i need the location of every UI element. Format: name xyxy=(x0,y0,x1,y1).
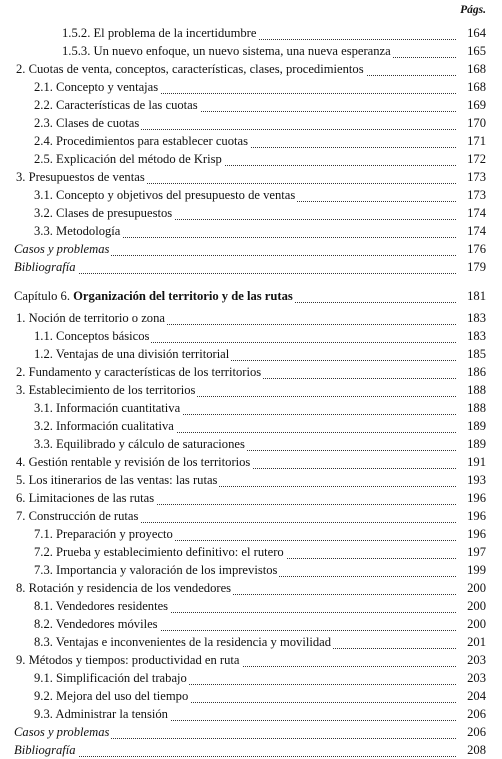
page-number: 183 xyxy=(458,327,486,345)
toc-entry xyxy=(0,399,502,417)
toc-entry xyxy=(0,186,502,204)
toc-entry-label: 8.2. Vendedores móviles xyxy=(34,617,158,631)
toc-entry xyxy=(0,561,502,579)
page-number: 203 xyxy=(458,669,486,687)
page-number: 196 xyxy=(458,507,486,525)
toc-entry xyxy=(0,132,502,150)
chapter-title: Organización del territorio y de las rutas xyxy=(73,289,293,303)
toc-entry-label: 4. Gestión rentable y revisión de los territorios xyxy=(16,455,251,469)
dot-leader xyxy=(22,755,456,757)
page-number: 168 xyxy=(458,60,486,78)
toc-entry-label: 1.1. Conceptos básicos xyxy=(34,329,150,343)
toc-entry-label: 9.1. Simplificación del trabajo xyxy=(34,671,187,685)
page-number: 170 xyxy=(458,114,486,132)
toc-entry-label: Bibliografía xyxy=(14,260,76,274)
page-number: 174 xyxy=(458,204,486,222)
toc-entry-label: 2. Fundamento y características de los territorios xyxy=(16,365,262,379)
toc-entry xyxy=(0,687,502,705)
toc-entry-label: 8. Rotación y residencia de los vendedores xyxy=(16,581,232,595)
toc-entry xyxy=(0,150,502,168)
toc-entry-label: 1.2. Ventajas de una división territorial xyxy=(34,347,230,361)
page-number: 206 xyxy=(458,723,486,741)
toc-entry xyxy=(0,723,502,741)
toc-entry xyxy=(0,327,502,345)
toc-entry-label: 3.2. Clases de presupuestos xyxy=(34,206,173,220)
toc-entry xyxy=(0,597,502,615)
page-number: 172 xyxy=(458,150,486,168)
page-number: 164 xyxy=(458,24,486,42)
toc-entry-label: 9. Métodos y tiempos: productividad en ruta xyxy=(16,653,240,667)
page-number: 181 xyxy=(458,287,486,305)
toc-entry xyxy=(0,633,502,651)
toc-entry-label: 3.3. Metodología xyxy=(34,224,121,238)
page-number: 196 xyxy=(458,489,486,507)
chapter-heading xyxy=(0,287,502,305)
toc-entry xyxy=(0,114,502,132)
toc-entry-label: 3.1. Información cuantitativa xyxy=(34,401,181,415)
toc-entry xyxy=(0,471,502,489)
toc-entry-label: 9.2. Mejora del uso del tiempo xyxy=(34,689,189,703)
toc-entry xyxy=(0,24,502,42)
toc-entry xyxy=(0,168,502,186)
toc-entry xyxy=(0,240,502,258)
page-number: 171 xyxy=(458,132,486,150)
toc-entry-label: 3. Establecimiento de los territorios xyxy=(16,383,196,397)
toc-entry-label: 8.3. Ventajas e inconvenientes de la residencia y movilidad xyxy=(34,635,332,649)
page-number: 200 xyxy=(458,615,486,633)
toc-entry-label: 2.2. Características de las cuotas xyxy=(34,98,198,112)
toc-entry-label: 1.5.2. El problema de la incertidumbre xyxy=(62,26,257,40)
toc-entry xyxy=(0,543,502,561)
toc-entry-label: 8.1. Vendedores residentes xyxy=(34,599,169,613)
toc-entry xyxy=(0,579,502,597)
page-number: 174 xyxy=(458,222,486,240)
pages-column-heading: Págs. xyxy=(460,4,486,16)
page-number: 169 xyxy=(458,96,486,114)
toc-entry-label: 2.4. Procedimientos para establecer cuotas xyxy=(34,134,249,148)
page-number: 193 xyxy=(458,471,486,489)
toc-entry xyxy=(0,42,502,60)
page-number: 165 xyxy=(458,42,486,60)
toc-entry xyxy=(0,741,502,759)
page-number: 201 xyxy=(458,633,486,651)
page-number: 197 xyxy=(458,543,486,561)
page-number: 206 xyxy=(458,705,486,723)
toc-entry-label: 2. Cuotas de venta, conceptos, características, clases, procedimientos xyxy=(16,62,364,76)
toc-entry-label: 2.5. Explicación del método de Krisp xyxy=(34,152,222,166)
toc-entry-label: 3. Presupuestos de ventas xyxy=(16,170,145,184)
toc-entry-label: Capítulo 6. Organización del territorio y de las rutas xyxy=(14,289,293,303)
toc-entry xyxy=(0,651,502,669)
page-number: 204 xyxy=(458,687,486,705)
page-number: 173 xyxy=(458,186,486,204)
toc-entry xyxy=(0,78,502,96)
toc-entry-label: 5. Los itinerarios de las ventas: las rutas xyxy=(16,473,218,487)
page-number: 199 xyxy=(458,561,486,579)
toc-entry xyxy=(0,309,502,327)
toc-entry-label: 7.2. Prueba y establecimiento definitivo: el rutero xyxy=(34,545,284,559)
toc-entry-label: Bibliografía xyxy=(14,743,76,757)
toc-entry xyxy=(0,615,502,633)
toc-entry-label: 2.3. Clases de cuotas xyxy=(34,116,140,130)
toc-entry xyxy=(0,381,502,399)
toc-entry xyxy=(0,345,502,363)
page-number: 208 xyxy=(458,741,486,759)
page-number: 200 xyxy=(458,579,486,597)
toc-entry xyxy=(0,507,502,525)
toc-entry xyxy=(0,96,502,114)
toc-entry-label: Casos y problemas xyxy=(14,725,110,739)
toc-entry-label: 7. Construcción de rutas xyxy=(16,509,139,523)
toc-entry-label: Casos y problemas xyxy=(14,242,110,256)
toc-entry-label: 9.3. Administrar la tensión xyxy=(34,707,168,721)
page-number: 189 xyxy=(458,435,486,453)
dot-leader xyxy=(22,272,456,274)
toc-entry-label: 3.1. Concepto y objetivos del presupuesto de ventas xyxy=(34,188,296,202)
toc-entry xyxy=(0,525,502,543)
toc-entry-label: 3.3. Equilibrado y cálculo de saturaciones xyxy=(34,437,245,451)
toc-entry xyxy=(0,417,502,435)
page-number: 168 xyxy=(458,78,486,96)
page-number: 191 xyxy=(458,453,486,471)
toc-entry-label: 7.1. Preparación y proyecto xyxy=(34,527,173,541)
page-number: 183 xyxy=(458,309,486,327)
page-number: 186 xyxy=(458,363,486,381)
page-number: 196 xyxy=(458,525,486,543)
page-number: 188 xyxy=(458,399,486,417)
toc-entry xyxy=(0,489,502,507)
toc-entry xyxy=(0,705,502,723)
page-number: 176 xyxy=(458,240,486,258)
toc-entry xyxy=(0,453,502,471)
toc-entry xyxy=(0,204,502,222)
toc-entry xyxy=(0,435,502,453)
toc-entry-label: 2.1. Concepto y ventajas xyxy=(34,80,159,94)
page-number: 200 xyxy=(458,597,486,615)
toc-entry-label: 7.3. Importancia y valoración de los imprevistos xyxy=(34,563,278,577)
toc-entry xyxy=(0,363,502,381)
toc-entry-label: 6. Limitaciones de las rutas xyxy=(16,491,155,505)
page-number: 189 xyxy=(458,417,486,435)
toc-entry xyxy=(0,60,502,78)
toc-entry-label: 1. Noción de territorio o zona xyxy=(16,311,165,325)
toc-entry xyxy=(0,222,502,240)
page-number: 173 xyxy=(458,168,486,186)
toc-entry-label: 1.5.3. Un nuevo enfoque, un nuevo sistema, una nueva esperanza xyxy=(62,44,391,58)
toc-entry-label: 3.2. Información cualitativa xyxy=(34,419,174,433)
page-number: 179 xyxy=(458,258,486,276)
page-number: 188 xyxy=(458,381,486,399)
page-number: 185 xyxy=(458,345,486,363)
toc-entry xyxy=(0,258,502,276)
page-number: 203 xyxy=(458,651,486,669)
toc-entry xyxy=(0,669,502,687)
